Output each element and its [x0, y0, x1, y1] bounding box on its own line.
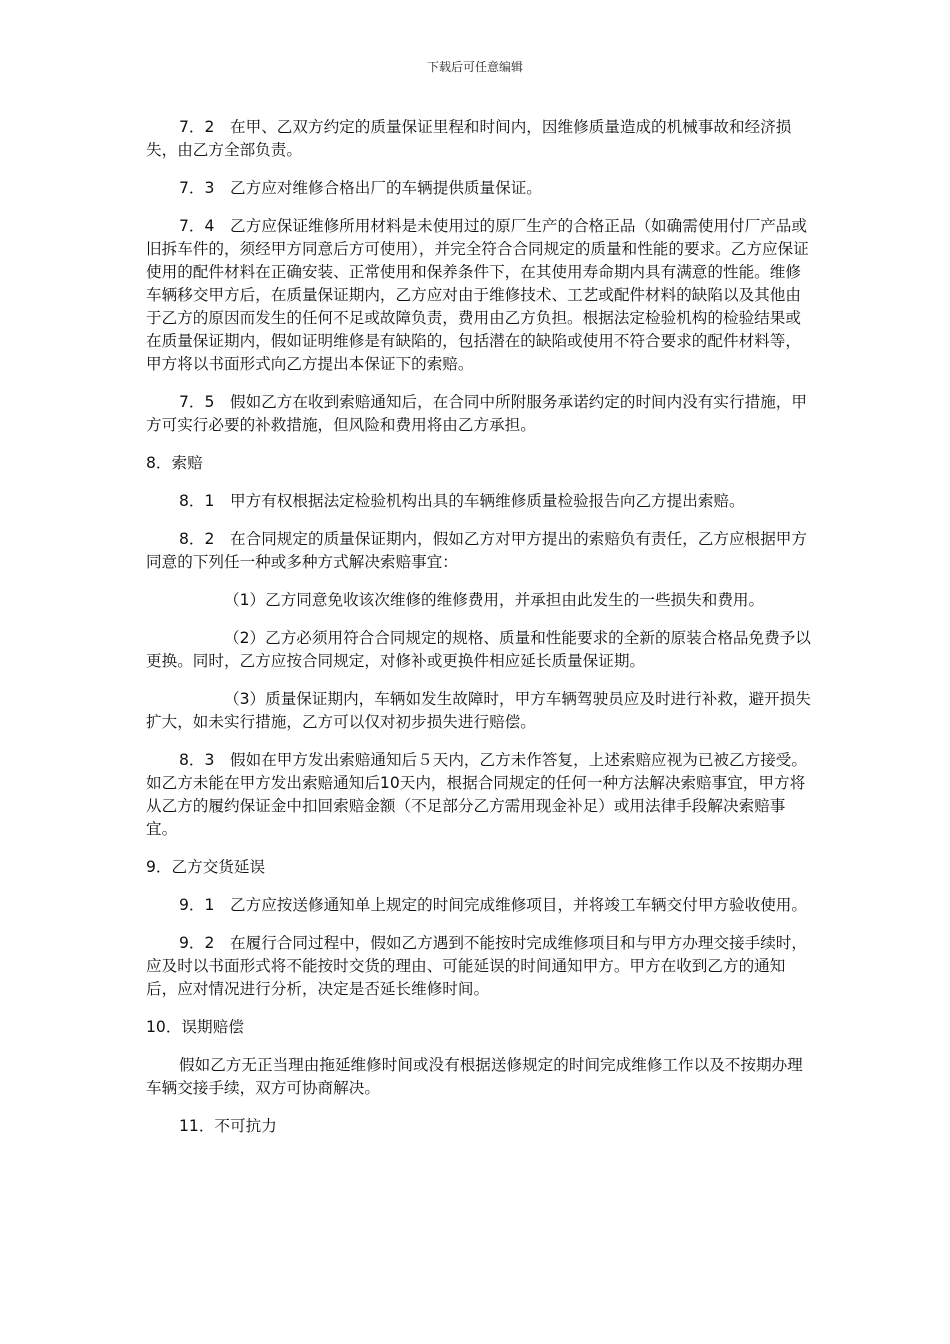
clause-7-3: 7．3 乙方应对维修合格出厂的车辆提供质量保证。 [179, 179, 542, 197]
clause-8-1: 8．1 甲方有权根据法定检验机构出具的车辆维修质量检验报告向乙方提出索赔。 [179, 492, 745, 510]
section-heading-10: 10．误期赔偿 [146, 1018, 244, 1036]
clause-8-2-item-3: （3）质量保证期内，车辆如发生故障时，甲方车辆驾驶员应及时进行补救，避开损失扩大，如未实行措施，乙方可以仅对初步损失进行赔偿。 [146, 690, 811, 731]
section-heading-9: 9．乙方交货延误 [146, 858, 266, 876]
clause-10-body: 假如乙方无正当理由拖延维修时间或没有根据送修规定的时间完成维修工作以及不按期办理车辆交接手续，双方可协商解决。 [146, 1056, 803, 1097]
clause-7-5: 7．5 假如乙方在收到索赔通知后，在合同中所附服务承诺约定的时间内没有实行措施，甲方可实行必要的补救措施，但风险和费用将由乙方承担。 [146, 393, 807, 434]
section-heading-11: 11．不可抗力 [179, 1117, 277, 1135]
clause-8-2: 8．2 在合同规定的质量保证期内，假如乙方对甲方提出的索赔负有责任，乙方应根据甲方同意的下列任一种或多种方式解决索赔事宜： [146, 530, 807, 571]
section-heading-8: 8．索赔 [146, 454, 203, 472]
clause-9-1: 9．1 乙方应按送修通知单上规定的时间完成维修项目，并将竣工车辆交付甲方验收使用。 [179, 896, 807, 914]
page-header: 下载后可任意编辑 [426, 60, 523, 74]
clause-7-2: 7．2 在甲、乙双方约定的质量保证里程和时间内，因维修质量造成的机械事故和经济损失，由乙方全部负责。 [146, 118, 792, 159]
clause-8-2-item-1: （1）乙方同意免收该次维修的维修费用，并承担由此发生的一些损失和费用。 [224, 591, 765, 609]
document-body [146, 116, 811, 1153]
clause-9-2: 9．2 在履行合同过程中，假如乙方遇到不能按时完成维修项目和与甲方办理交接手续时，应及时以书面形式将不能按时交货的理由、可能延误的时间通知甲方。甲方在收到乙方的通知后，应对情况进行分析，决定是否延长维修时间。 [146, 934, 807, 998]
clause-8-3: 8．3 假如在甲方发出索赔通知后５天内，乙方未作答复，上述索赔应视为已被乙方接受。如乙方未能在甲方发出索赔通知后10天内，根据合同规定的任何一种方法解决索赔事宜，甲方将从乙方的履约保证金中扣回索赔金额（不足部分乙方需用现金补足）或用法律手段解决索赔事宜。 [146, 751, 807, 838]
clause-7-4: 7．4 乙方应保证维修所用材料是未使用过的原厂生产的合格正品（如确需使用付厂产品或旧拆车件的，须经甲方同意后方可使用），并完全符合合同规定的质量和性能的要求。乙方应保证使用的配件材料在正确安装、正常使用和保养条件下，在其使用寿命期内具有满意的性能。维修车辆移交甲方后，在质量保证期内，乙方应对由于维修技术、工艺或配件材料的缺陷以及其他由于乙方的原因而发生的任何不足或故障负责，费用由乙方负担。根据法定检验机构的检验结果或在质量保证期内，假如证明维修是有缺陷的，包括潜在的缺陷或使用不符合要求的配件材料等，甲方将以书面形式向乙方提出本保证下的索赔。 [146, 217, 809, 373]
clause-8-2-item-2: （2）乙方必须用符合合同规定的规格、质量和性能要求的全新的原装合格品免费予以更换。同时，乙方应按合同规定，对修补或更换件相应延长质量保证期。 [146, 629, 811, 670]
